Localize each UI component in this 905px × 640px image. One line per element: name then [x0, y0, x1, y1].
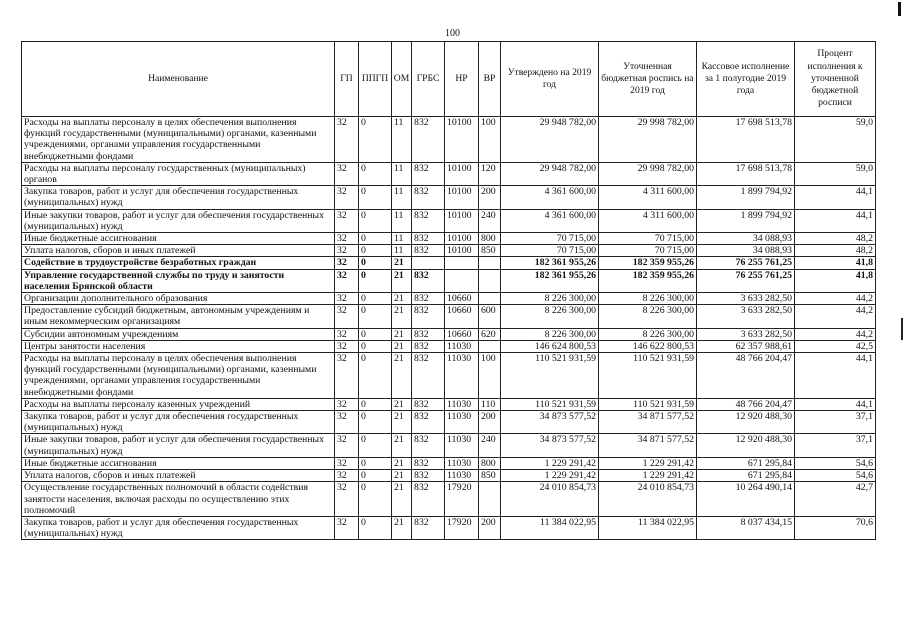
- cell-grbs: 832: [412, 209, 445, 232]
- cell-nr: [445, 257, 479, 269]
- cell-vr: [479, 340, 501, 352]
- cell-vr: 110: [479, 398, 501, 410]
- cell-cash: 76 255 761,25: [697, 269, 795, 292]
- cell-name: Расходы на выплаты персоналу в целях обеспечения выполнения функций государственными (муниципальными) органами, казенными учреждениями, органами управления государственными внебюджетными фондами: [22, 117, 335, 163]
- cell-name: Организации дополнительного образования: [22, 293, 335, 305]
- cell-ppgp: 0: [359, 305, 392, 328]
- cell-percent: 44,1: [795, 398, 876, 410]
- cell-percent: 44,1: [795, 209, 876, 232]
- cell-grbs: 832: [412, 411, 445, 434]
- cell-om: 11: [392, 117, 412, 163]
- cell-ppgp: 0: [359, 186, 392, 209]
- cell-approved: 4 361 600,00: [501, 186, 599, 209]
- cell-percent: 59,0: [795, 117, 876, 163]
- cell-percent: 54,6: [795, 470, 876, 482]
- cell-ppgp: 0: [359, 434, 392, 457]
- cell-refined: 110 521 931,59: [599, 353, 697, 399]
- cell-ppgp: 0: [359, 257, 392, 269]
- cell-ppgp: 0: [359, 269, 392, 292]
- cell-name: Центры занятости населения: [22, 340, 335, 352]
- cell-name: Иные бюджетные ассигнования: [22, 457, 335, 469]
- cell-approved: 29 948 782,00: [501, 117, 599, 163]
- cell-gp: 32: [335, 328, 359, 340]
- cell-vr: 800: [479, 457, 501, 469]
- cell-vr: 100: [479, 117, 501, 163]
- cell-om: 21: [392, 516, 412, 539]
- cell-om: 11: [392, 209, 412, 232]
- table-row: [22, 257, 876, 269]
- cell-name: Управление государственной службы по труду и занятости населения Брянской области: [22, 269, 335, 292]
- cell-om: 21: [392, 305, 412, 328]
- cell-ppgp: 0: [359, 162, 392, 185]
- cell-om: 21: [392, 293, 412, 305]
- cell-om: 21: [392, 269, 412, 292]
- header-gp: ГП: [335, 42, 359, 117]
- header-percent: Процент исполнения к уточненной бюджетной росписи: [795, 42, 876, 117]
- cell-approved: 1 229 291,42: [501, 470, 599, 482]
- cell-refined: 24 010 854,73: [599, 482, 697, 517]
- cell-nr: 10660: [445, 293, 479, 305]
- cell-name: Предоставление субсидий бюджетным, автономным учреждениям и иным некоммерческим организациям: [22, 305, 335, 328]
- cell-gp: 32: [335, 470, 359, 482]
- cell-cash: 48 766 204,47: [697, 353, 795, 399]
- cell-om: 21: [392, 470, 412, 482]
- cell-cash: 1 899 794,92: [697, 209, 795, 232]
- cell-om: 21: [392, 398, 412, 410]
- cell-nr: 11030: [445, 434, 479, 457]
- cell-gp: 32: [335, 117, 359, 163]
- cell-grbs: 832: [412, 457, 445, 469]
- table-row: [22, 516, 876, 539]
- cell-gp: 32: [335, 269, 359, 292]
- cell-grbs: 832: [412, 398, 445, 410]
- cell-grbs: 832: [412, 516, 445, 539]
- cell-nr: 17920: [445, 482, 479, 517]
- cell-gp: 32: [335, 353, 359, 399]
- cell-refined: 4 311 600,00: [599, 209, 697, 232]
- cell-name: Субсидии автономным учреждениям: [22, 328, 335, 340]
- cell-percent: 70,6: [795, 516, 876, 539]
- cell-ppgp: 0: [359, 457, 392, 469]
- cell-ppgp: 0: [359, 398, 392, 410]
- cell-approved: 29 948 782,00: [501, 162, 599, 185]
- cell-percent: 44,2: [795, 328, 876, 340]
- cell-cash: 17 698 513,78: [697, 117, 795, 163]
- table-row: [22, 117, 876, 163]
- cell-gp: 32: [335, 293, 359, 305]
- cell-cash: 671 295,84: [697, 457, 795, 469]
- cell-percent: 48,2: [795, 233, 876, 245]
- cell-name: Расходы на выплаты персоналу в целях обеспечения выполнения функций государственными (муниципальными) органами, казенными учреждениями, органами управления государственными внебюджетными фондами: [22, 353, 335, 399]
- cell-vr: 850: [479, 470, 501, 482]
- cell-gp: 32: [335, 186, 359, 209]
- cell-approved: 8 226 300,00: [501, 328, 599, 340]
- cell-vr: 800: [479, 233, 501, 245]
- table-row: [22, 162, 876, 185]
- cell-name: Закупка товаров, работ и услуг для обеспечения государственных (муниципальных) нужд: [22, 411, 335, 434]
- cell-om: 11: [392, 186, 412, 209]
- cell-vr: [479, 269, 501, 292]
- cell-refined: 8 226 300,00: [599, 328, 697, 340]
- cell-om: 21: [392, 328, 412, 340]
- cell-ppgp: 0: [359, 411, 392, 434]
- cell-nr: 10100: [445, 245, 479, 257]
- table-row: [22, 457, 876, 469]
- cell-vr: 200: [479, 516, 501, 539]
- cell-approved: 24 010 854,73: [501, 482, 599, 517]
- header-cash: Кассовое исполнение за 1 полугодие 2019 года: [697, 42, 795, 117]
- cell-vr: 600: [479, 305, 501, 328]
- cell-vr: 240: [479, 209, 501, 232]
- cell-approved: 70 715,00: [501, 233, 599, 245]
- cell-cash: 3 633 282,50: [697, 293, 795, 305]
- cell-name: Содействие в трудоустройстве безработных граждан: [22, 257, 335, 269]
- cell-grbs: 832: [412, 305, 445, 328]
- table-row: [22, 353, 876, 399]
- cell-grbs: 832: [412, 470, 445, 482]
- cell-approved: 182 361 955,26: [501, 257, 599, 269]
- table-row: [22, 470, 876, 482]
- cell-refined: 8 226 300,00: [599, 293, 697, 305]
- cell-om: 21: [392, 482, 412, 517]
- cell-approved: 1 229 291,42: [501, 457, 599, 469]
- cell-om: 11: [392, 245, 412, 257]
- table-row: [22, 340, 876, 352]
- cell-percent: 48,2: [795, 245, 876, 257]
- cell-cash: 48 766 204,47: [697, 398, 795, 410]
- cell-percent: 37,1: [795, 434, 876, 457]
- cell-ppgp: 0: [359, 470, 392, 482]
- cell-nr: 11030: [445, 398, 479, 410]
- cell-approved: 110 521 931,59: [501, 398, 599, 410]
- cell-nr: 11030: [445, 353, 479, 399]
- cell-name: Иные закупки товаров, работ и услуг для обеспечения государственных (муниципальных) нужд: [22, 434, 335, 457]
- table-row: [22, 209, 876, 232]
- table-header: [22, 42, 876, 117]
- cell-grbs: 832: [412, 186, 445, 209]
- header-grbs: ГРБС: [412, 42, 445, 117]
- cell-cash: 12 920 488,30: [697, 434, 795, 457]
- cell-refined: 29 998 782,00: [599, 162, 697, 185]
- cell-refined: 146 622 800,53: [599, 340, 697, 352]
- cell-percent: 42,7: [795, 482, 876, 517]
- table-row: [22, 245, 876, 257]
- cell-gp: 32: [335, 516, 359, 539]
- cell-approved: 182 361 955,26: [501, 269, 599, 292]
- cell-refined: 70 715,00: [599, 245, 697, 257]
- header-approved: Утверждено на 2019 год: [501, 42, 599, 117]
- cell-name: Расходы на выплаты персоналу казенных учреждений: [22, 398, 335, 410]
- cell-om: 11: [392, 162, 412, 185]
- cell-approved: 70 715,00: [501, 245, 599, 257]
- cell-ppgp: 0: [359, 293, 392, 305]
- cell-approved: 34 873 577,52: [501, 434, 599, 457]
- table-row: [22, 293, 876, 305]
- cell-percent: 54,6: [795, 457, 876, 469]
- cell-nr: 11030: [445, 457, 479, 469]
- cell-percent: 44,2: [795, 293, 876, 305]
- cell-approved: 4 361 600,00: [501, 209, 599, 232]
- cell-name: Иные закупки товаров, работ и услуг для обеспечения государственных (муниципальных) нужд: [22, 209, 335, 232]
- cell-ppgp: 0: [359, 340, 392, 352]
- cell-vr: 850: [479, 245, 501, 257]
- cell-percent: 37,1: [795, 411, 876, 434]
- table-row: [22, 269, 876, 292]
- cell-ppgp: 0: [359, 209, 392, 232]
- cell-ppgp: 0: [359, 233, 392, 245]
- table-row: [22, 328, 876, 340]
- cell-nr: 10660: [445, 328, 479, 340]
- cell-ppgp: 0: [359, 245, 392, 257]
- cell-refined: 182 359 955,26: [599, 269, 697, 292]
- cell-vr: 200: [479, 186, 501, 209]
- cell-cash: 671 295,84: [697, 470, 795, 482]
- cell-grbs: 832: [412, 328, 445, 340]
- cell-gp: 32: [335, 209, 359, 232]
- cell-om: 21: [392, 340, 412, 352]
- cell-nr: 10100: [445, 162, 479, 185]
- cell-cash: 8 037 434,15: [697, 516, 795, 539]
- cell-percent: 59,0: [795, 162, 876, 185]
- cell-nr: 11030: [445, 411, 479, 434]
- cell-gp: 32: [335, 457, 359, 469]
- cell-refined: 110 521 931,59: [599, 398, 697, 410]
- cell-grbs: 832: [412, 434, 445, 457]
- cell-cash: 3 633 282,50: [697, 328, 795, 340]
- page-number: 100: [445, 28, 460, 39]
- cell-nr: 10660: [445, 305, 479, 328]
- cell-grbs: 832: [412, 233, 445, 245]
- cell-ppgp: 0: [359, 353, 392, 399]
- cell-om: 11: [392, 233, 412, 245]
- cell-cash: 34 088,93: [697, 233, 795, 245]
- cell-percent: 41,8: [795, 257, 876, 269]
- cell-gp: 32: [335, 233, 359, 245]
- table-row: [22, 411, 876, 434]
- cell-percent: 44,1: [795, 186, 876, 209]
- cell-gp: 32: [335, 482, 359, 517]
- cell-refined: 34 871 577,52: [599, 411, 697, 434]
- cell-name: Осуществление государственных полномочий в области содействия занятости населения, включая расходы по осуществлению этих полномочий: [22, 482, 335, 517]
- cell-nr: 10100: [445, 186, 479, 209]
- cell-percent: 44,1: [795, 353, 876, 399]
- cell-grbs: 832: [412, 269, 445, 292]
- cell-gp: 32: [335, 305, 359, 328]
- cell-vr: [479, 482, 501, 517]
- cell-grbs: 832: [412, 353, 445, 399]
- header-vr: ВР: [479, 42, 501, 117]
- cell-refined: 1 229 291,42: [599, 457, 697, 469]
- cell-nr: [445, 269, 479, 292]
- cell-grbs: 832: [412, 482, 445, 517]
- cell-ppgp: 0: [359, 117, 392, 163]
- table-row: [22, 434, 876, 457]
- cell-om: 21: [392, 434, 412, 457]
- cell-vr: 100: [479, 353, 501, 399]
- cell-nr: 11030: [445, 470, 479, 482]
- cell-nr: 17920: [445, 516, 479, 539]
- table-row: [22, 398, 876, 410]
- cell-om: 21: [392, 353, 412, 399]
- cell-grbs: 832: [412, 117, 445, 163]
- header-ppgp: ППГП: [359, 42, 392, 117]
- cell-nr: 10100: [445, 209, 479, 232]
- cell-vr: 120: [479, 162, 501, 185]
- cell-refined: 70 715,00: [599, 233, 697, 245]
- cell-cash: 12 920 488,30: [697, 411, 795, 434]
- cell-percent: 44,2: [795, 305, 876, 328]
- cell-grbs: 832: [412, 162, 445, 185]
- header-refined: Уточненная бюджетная роспись на 2019 год: [599, 42, 697, 117]
- cell-vr: 620: [479, 328, 501, 340]
- cell-approved: 8 226 300,00: [501, 293, 599, 305]
- cell-om: 21: [392, 457, 412, 469]
- table-row: [22, 233, 876, 245]
- cell-name: Закупка товаров, работ и услуг для обеспечения государственных (муниципальных) нужд: [22, 186, 335, 209]
- cell-gp: 32: [335, 434, 359, 457]
- cell-refined: 8 226 300,00: [599, 305, 697, 328]
- cell-ppgp: 0: [359, 482, 392, 517]
- cell-refined: 182 359 955,26: [599, 257, 697, 269]
- cell-vr: 240: [479, 434, 501, 457]
- cell-refined: 1 229 291,42: [599, 470, 697, 482]
- header-om: ОМ: [392, 42, 412, 117]
- cell-grbs: 832: [412, 340, 445, 352]
- cell-cash: 62 357 988,61: [697, 340, 795, 352]
- scan-edge-mark: [898, 2, 901, 16]
- cell-vr: 200: [479, 411, 501, 434]
- cell-approved: 11 384 022,95: [501, 516, 599, 539]
- cell-vr: [479, 293, 501, 305]
- budget-table: [21, 41, 876, 540]
- cell-cash: 10 264 490,14: [697, 482, 795, 517]
- cell-gp: 32: [335, 162, 359, 185]
- cell-refined: 29 998 782,00: [599, 117, 697, 163]
- cell-approved: 110 521 931,59: [501, 353, 599, 399]
- cell-om: 21: [392, 257, 412, 269]
- cell-cash: 3 633 282,50: [697, 305, 795, 328]
- cell-name: Расходы на выплаты персоналу государственных (муниципальных) органов: [22, 162, 335, 185]
- cell-gp: 32: [335, 340, 359, 352]
- cell-gp: 32: [335, 411, 359, 434]
- header-nr: НР: [445, 42, 479, 117]
- cell-nr: 11030: [445, 340, 479, 352]
- table-row: [22, 186, 876, 209]
- cell-om: 21: [392, 411, 412, 434]
- cell-name: Уплата налогов, сборов и иных платежей: [22, 470, 335, 482]
- cell-gp: 32: [335, 398, 359, 410]
- cell-grbs: 832: [412, 293, 445, 305]
- cell-grbs: 832: [412, 245, 445, 257]
- cell-grbs: [412, 257, 445, 269]
- cell-approved: 146 624 800,53: [501, 340, 599, 352]
- cell-cash: 17 698 513,78: [697, 162, 795, 185]
- cell-refined: 34 871 577,52: [599, 434, 697, 457]
- cell-ppgp: 0: [359, 328, 392, 340]
- cell-nr: 10100: [445, 233, 479, 245]
- cell-ppgp: 0: [359, 516, 392, 539]
- cell-approved: 34 873 577,52: [501, 411, 599, 434]
- table-row: [22, 482, 876, 517]
- scan-margin-mark: [901, 318, 903, 340]
- cell-percent: 41,8: [795, 269, 876, 292]
- table-body: [22, 117, 876, 540]
- header-name: Наименование: [22, 42, 335, 117]
- cell-gp: 32: [335, 257, 359, 269]
- cell-approved: 8 226 300,00: [501, 305, 599, 328]
- cell-cash: 1 899 794,92: [697, 186, 795, 209]
- cell-vr: [479, 257, 501, 269]
- cell-percent: 42,5: [795, 340, 876, 352]
- cell-gp: 32: [335, 245, 359, 257]
- cell-name: Закупка товаров, работ и услуг для обеспечения государственных (муниципальных) нужд: [22, 516, 335, 539]
- table-row: [22, 305, 876, 328]
- cell-cash: 34 088,93: [697, 245, 795, 257]
- cell-cash: 76 255 761,25: [697, 257, 795, 269]
- cell-name: Уплата налогов, сборов и иных платежей: [22, 245, 335, 257]
- cell-nr: 10100: [445, 117, 479, 163]
- cell-refined: 11 384 022,95: [599, 516, 697, 539]
- cell-name: Иные бюджетные ассигнования: [22, 233, 335, 245]
- cell-refined: 4 311 600,00: [599, 186, 697, 209]
